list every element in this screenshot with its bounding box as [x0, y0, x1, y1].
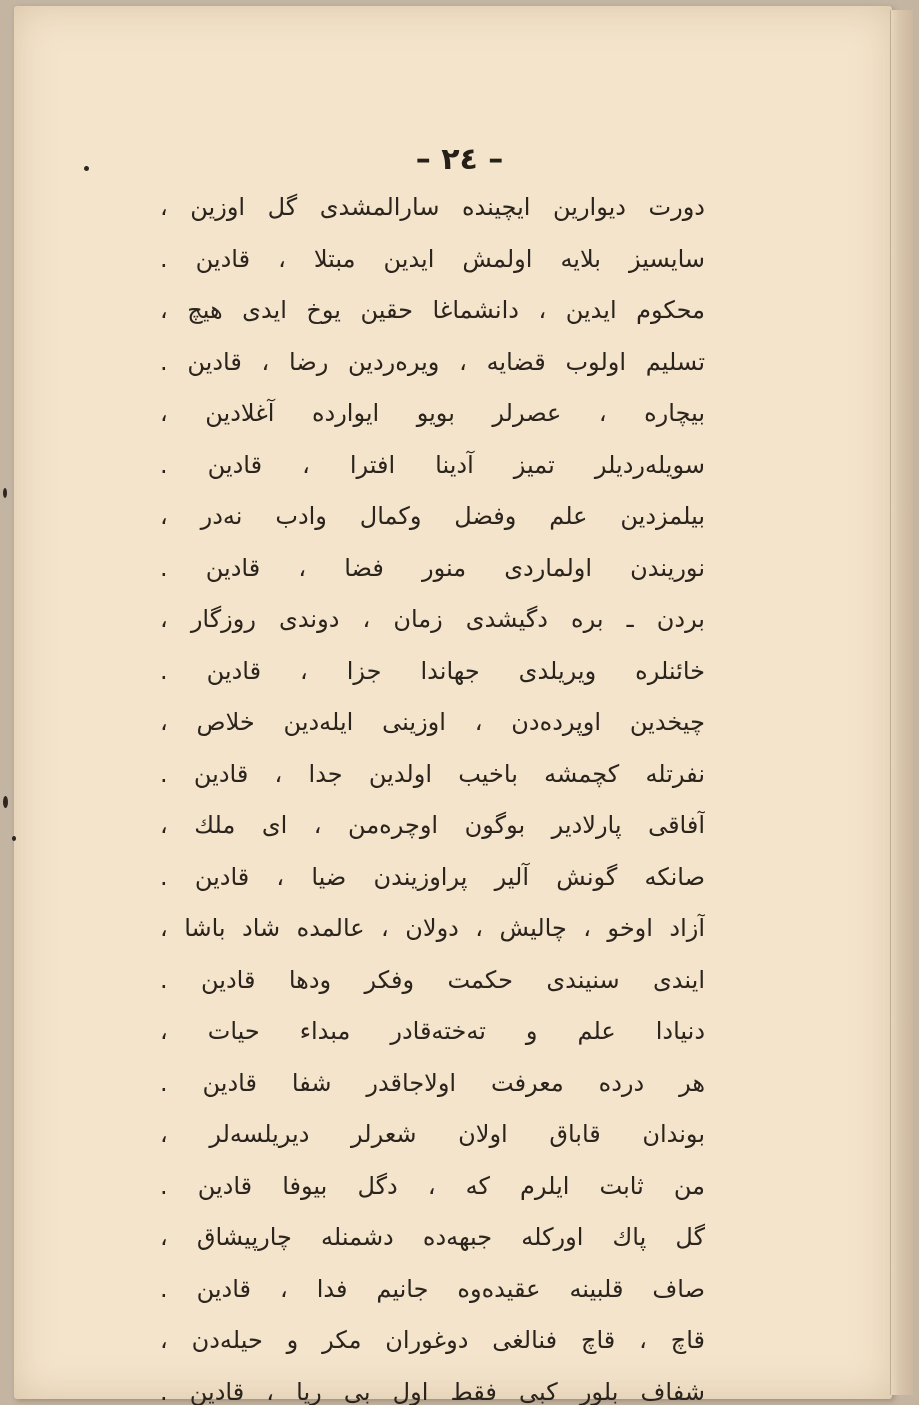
poem-line: قاچ ، قاچ فنالغی دوغوران مكر و حيلەدن ،	[160, 1326, 705, 1354]
poem-line: آفاقی پارلادير بوگون اوچرەمن ، ای ملك ،	[160, 811, 705, 839]
poem-line: تسليم اولوب قضايه ، ويرەردين رضا ، قادين .	[160, 347, 705, 376]
poem-line: ايندی سنيندی حكمت وفكر ودها قادين .	[160, 965, 705, 994]
ink-spot	[12, 836, 16, 841]
page-edge	[890, 10, 913, 1395]
poem-text	[160, 182, 705, 1405]
poem-line: نفرتله كچمشه باخيب اولدين جدا ، قادين .	[160, 759, 705, 788]
poem-line: هر درده معرفت اولاجاقدر شفا قادين .	[160, 1068, 705, 1097]
poem-line: دورت ديوارين ايچينده سارالمشدی گل اوزين ،	[160, 193, 705, 221]
poem-line: سويلەرديلر تميز آدينا افترا ، قادين .	[160, 450, 705, 479]
poem-line: بردن ـ بره دگيشدی زمان ، دوندی روزگار ،	[160, 605, 705, 633]
poem-line: نوريندن اولماردی منور فضا ، قادين .	[160, 553, 705, 582]
poem-line: آزاد اوخو ، چاليش ، دولان ، عالمده شاد باشا ،	[160, 914, 705, 942]
poem-line: خائنلره ويريلدی جهاندا جزا ، قادين .	[160, 656, 705, 685]
poem-line: سايسيز بلايه اولمش ايدين مبتلا ، قادين .	[160, 244, 705, 273]
poem-line: من ثابت ايلرم كه ، دگل بيوفا قادين .	[160, 1171, 705, 1200]
poem-line: شفاف بلور كبی فقط اول بی ريا ، قادين .	[160, 1377, 705, 1405]
ink-spot	[3, 488, 7, 498]
poem-line: صاف قلبينه عقيدەوه جانيم فدا ، قادين .	[160, 1274, 705, 1303]
poem-line: محكوم ايدين ، دانشماغا حقين يوخ ايدی هيچ ،	[160, 296, 705, 324]
poem-line: صانكه گونش آلير پراوزيندن ضيا ، قادين .	[160, 862, 705, 891]
page-number: – ٢٤ –	[415, 142, 504, 177]
poem-line: بوندان قاباق اولان شعرلر ديريلسەلر ،	[160, 1120, 705, 1148]
poem-line: دنيادا علم و تەختەقادر مبداء حيات ،	[160, 1017, 705, 1045]
poem-line: بيچاره ، عصرلر بويو ايوارده آغلادين ،	[160, 399, 705, 427]
poem-line: چيخدين اوپردەدن ، اوزينی ايلەدين خلاص ،	[160, 708, 705, 736]
poem-line: گل پاك اوركله جبهەده دشمنله چارپيشاق ،	[160, 1223, 705, 1251]
ink-spot	[3, 796, 8, 808]
poem-line: بيلمزدين علم وفضل وكمال وادب نەدر ،	[160, 502, 705, 530]
